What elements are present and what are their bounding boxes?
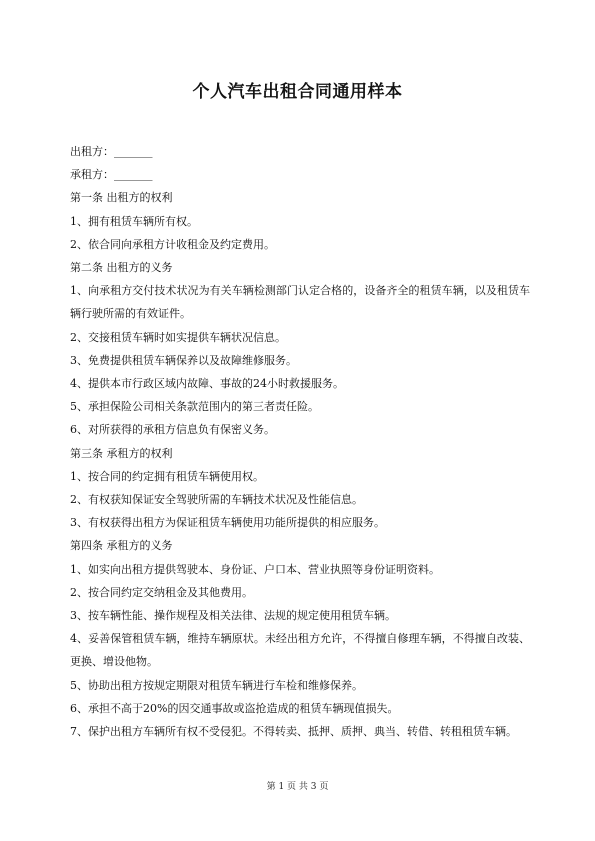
page-number: 第 1 页 共 3 页	[266, 782, 329, 792]
lessee-line: 承租方：_______	[70, 168, 153, 182]
article-4-item-6: 6、承担不高于20%的因交通事故或盗抢造成的租赁车辆现值损失。	[70, 701, 399, 715]
article-4-item-4: 4、妥善保管租赁车辆，维持车辆原状。未经出租方允许，不得擅自修理车辆，不得擅自改装、更换、增设他物。	[70, 632, 530, 669]
article-2-item-1: 1、向承租方交付技术状况为有关车辆检测部门认定合格的，设备齐全的租赁车辆，以及租赁车辆行驶所需的有效证件。	[70, 284, 530, 321]
article-4-item-5: 5、协助出租方按规定期限对租赁车辆进行车检和维修保养。	[70, 678, 363, 692]
article-2-item-2: 2、交接租赁车辆时如实提供车辆状况信息。	[70, 330, 286, 344]
article-1-item-2: 2、依合同向承租方计收租金及约定费用。	[70, 237, 275, 251]
article-2-item-5: 5、承担保险公司相关条款范围内的第三者责任险。	[70, 400, 319, 414]
article-3-heading: 第三条 承租方的权利	[70, 446, 173, 460]
page-title: 个人汽车出租合同通用样本	[192, 82, 403, 102]
article-4-item-3: 3、按车辆性能、操作规程及相关法律、法规的规定使用租赁车辆。	[70, 609, 396, 623]
article-3-item-2: 2、有权获知保证安全驾驶所需的车辆技术状况及性能信息。	[70, 493, 363, 507]
article-2-item-6: 6、对所获得的承租方信息负有保密义务。	[70, 423, 275, 437]
article-4-item-1: 1、如实向出租方提供驾驶本、身份证、户口本、营业执照等身份证明资料。	[70, 562, 440, 576]
article-1-heading: 第一条 出租方的权利	[70, 191, 173, 205]
article-1-item-1: 1、拥有租赁车辆所有权。	[70, 214, 198, 228]
article-2-item-3: 3、免费提供租赁车辆保养以及故障维修服务。	[70, 353, 297, 367]
article-3-item-3: 3、有权获得出租方为保证租赁车辆使用功能所提供的相应服务。	[70, 516, 385, 530]
lessor-line: 出租方：_______	[70, 145, 153, 158]
article-2-heading: 第二条 出租方的义务	[70, 261, 173, 275]
article-4-heading: 第四条 承租方的义务	[70, 539, 173, 553]
article-4-item-2: 2、按合同约定交纳租金及其他费用。	[70, 585, 253, 599]
contract-body	[70, 140, 530, 743]
article-4-item-7: 7、保护出租方车辆所有权不受侵犯。不得转卖、抵押、质押、典当、转借、转租租赁车辆。	[70, 725, 517, 739]
article-3-item-1: 1、按合同的约定拥有租赁车辆使用权。	[70, 469, 264, 483]
article-2-item-4: 4、提供本市行政区域内故障、事故的24小时救援服务。	[70, 377, 344, 391]
